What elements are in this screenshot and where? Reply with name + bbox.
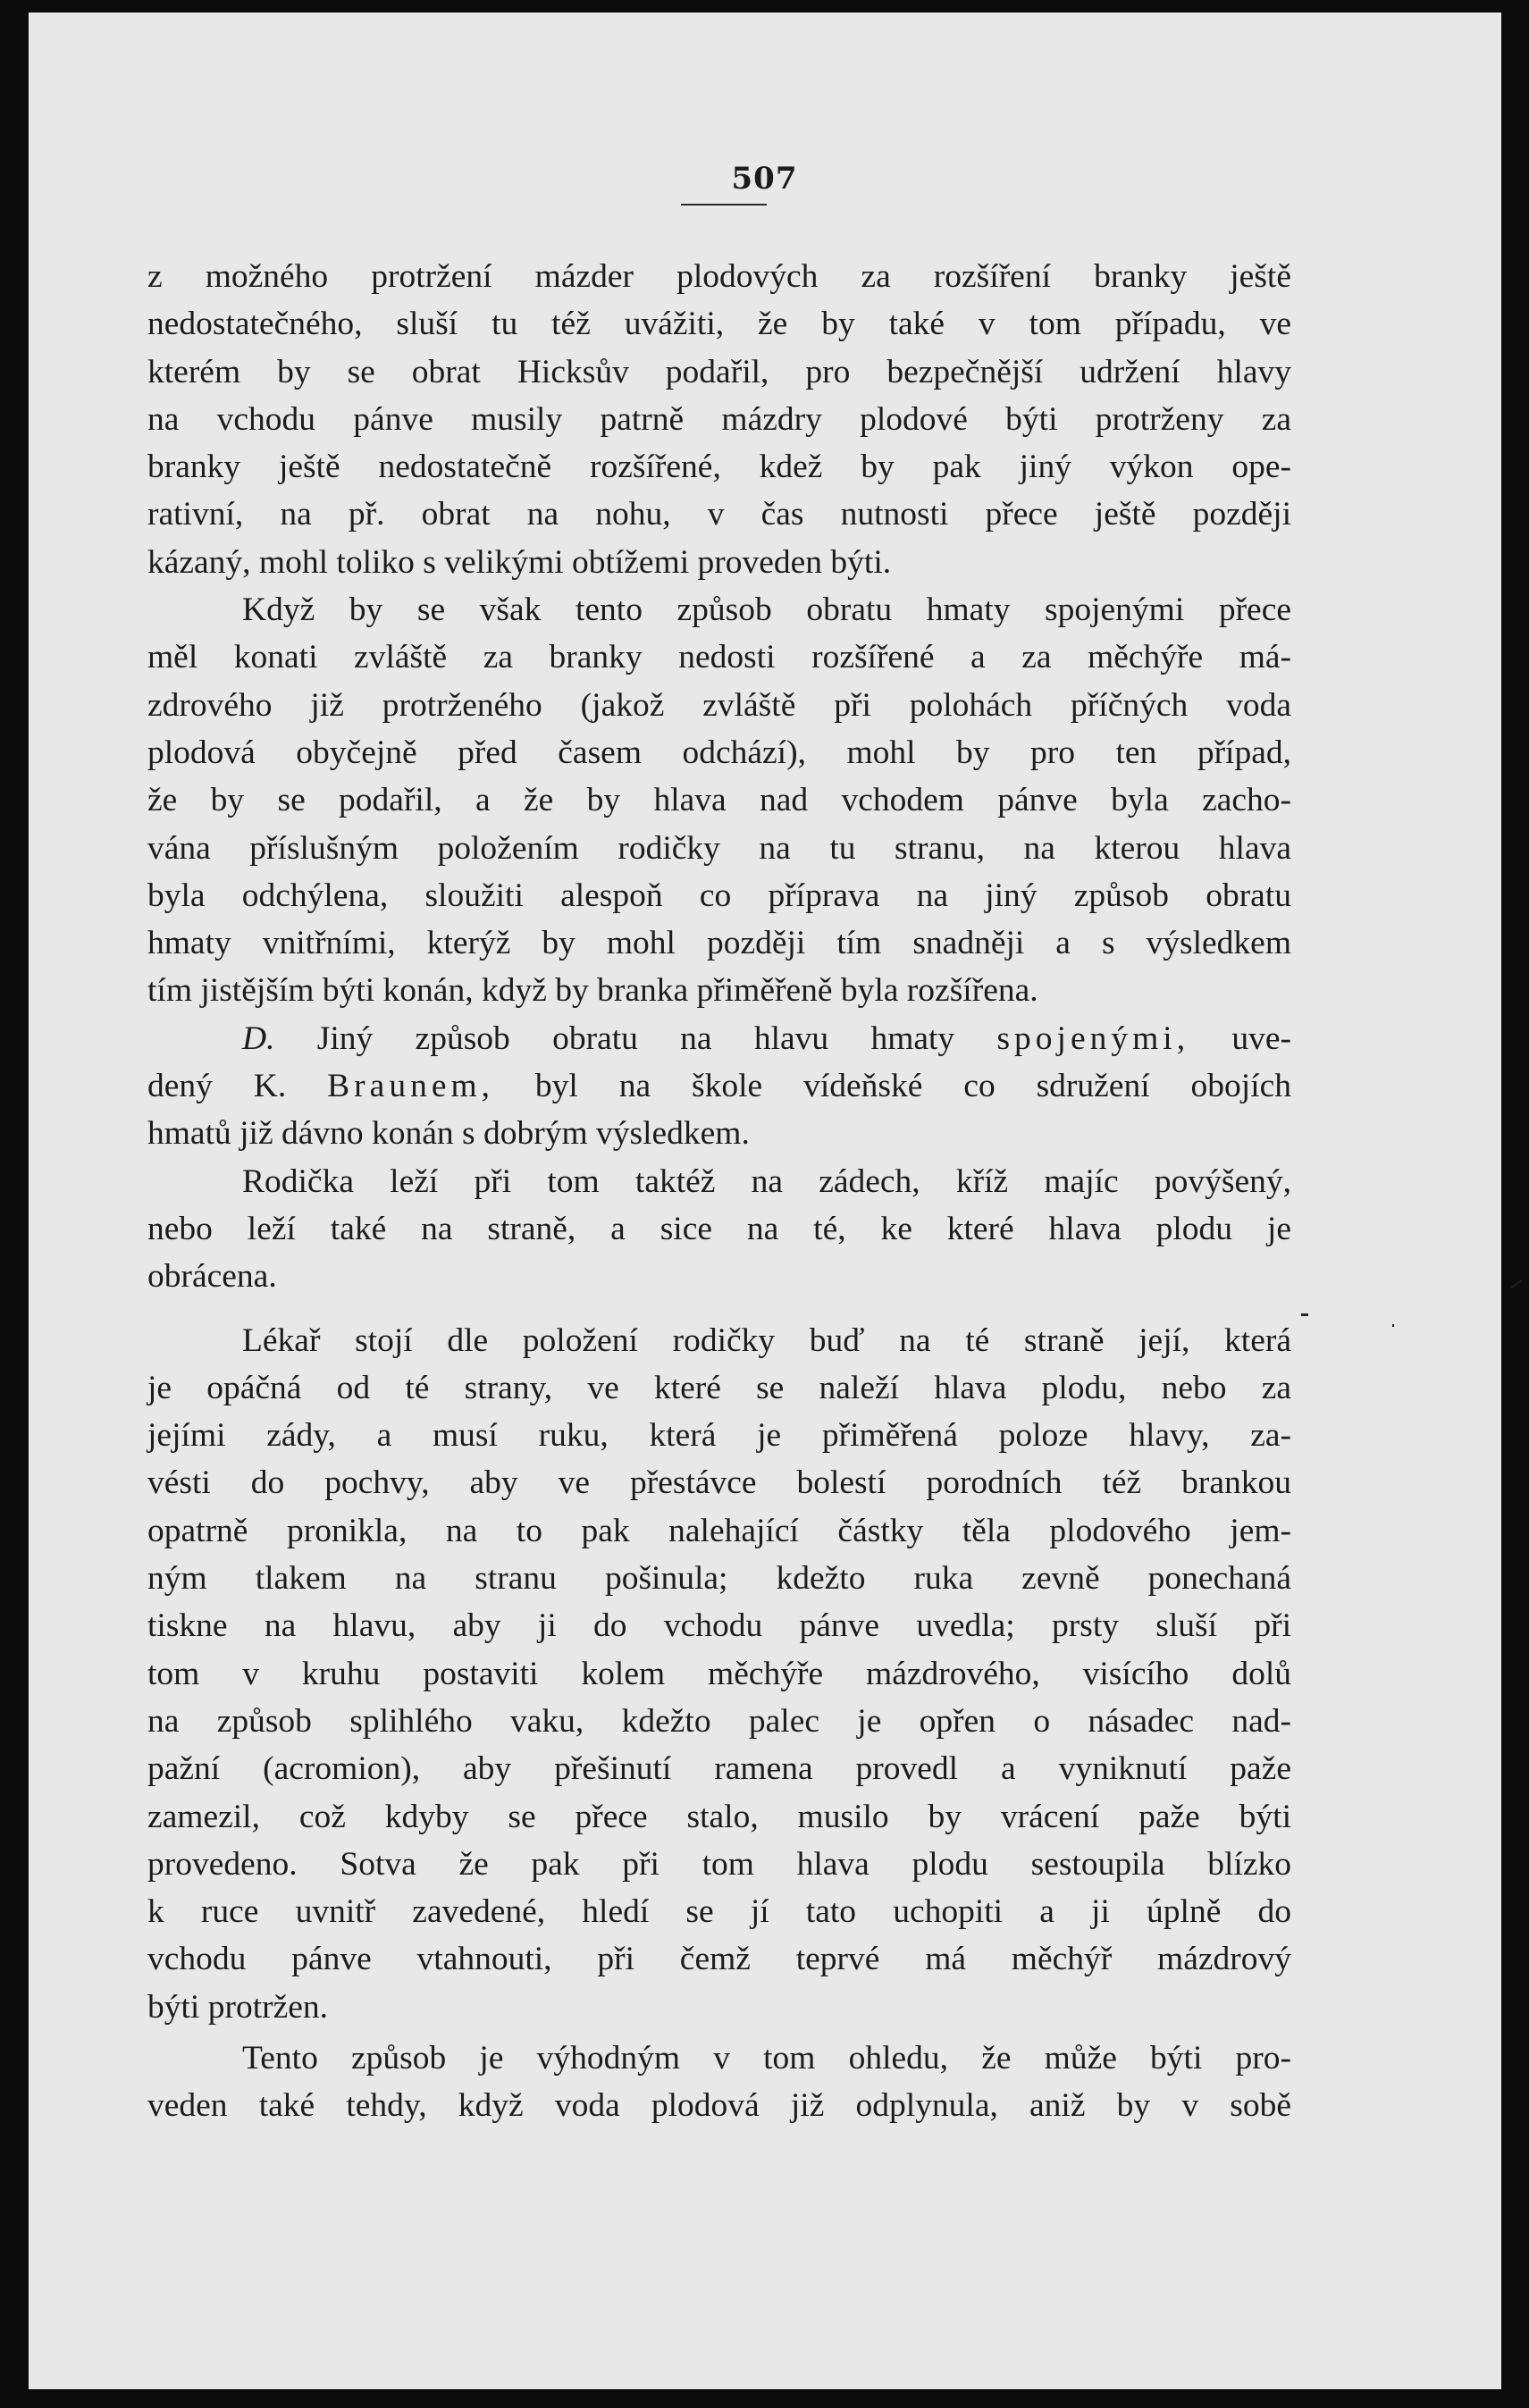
text-line: veden také tehdy, když voda plodová již odplynula, aniž by v sobě [147,2087,1291,2125]
text-line: Když by se však tento způsob obratu hmaty spojenými přece [242,592,1291,629]
paragraph-3 [147,1015,1291,1158]
scan-speck [1301,1313,1308,1316]
paragraph-2 [147,586,1291,1015]
section-letter: D. [242,1019,275,1057]
text-line: vána příslušným položením rodičky na tu stranu, na kterou hlava [147,829,1291,867]
text-line: zdrového již protrženého (jakož zvláště při polohách příčných voda [147,686,1291,724]
text-line: na způsob splihlého vaku, kdežto palec je opřen o násadec nad- [147,1702,1291,1740]
body-text [147,253,1291,2130]
text-line [147,1015,1291,1062]
text-line: plodová obyčejně před časem odchází), mohl by pro ten případ, [147,734,1291,771]
text-line: Lékař stojí dle položení rodičky buď na té straně její, která [242,1321,1291,1359]
text-line: jejími zády, a musí ruku, která je přiměřená poloze hlavy, za- [147,1417,1291,1455]
text-line: nebo leží také na straně, a sice na té, ke které hlava plodu je [147,1210,1291,1247]
text-line: opatrně pronikla, na to pak nalehající částky těla plodového jem- [147,1512,1291,1549]
text-line: rativní, na př. obrat na nohu, v čas nutnosti přece ještě později [147,496,1291,533]
paragraph-5 [147,1317,1291,2031]
text-line: z možného protržení mázder plodových za rozšíření branky ještě [147,258,1291,295]
paragraph-6 [147,2035,1291,2130]
text-line: kázaný, mohl toliko s velikými obtížemi proveden býti. [147,543,892,581]
text-line: tím jistějším býti konán, když by branka přiměřeně byla rozšířena. [147,972,1038,1010]
text-line: ným tlakem na stranu pošinula; kdežto ruka zevně ponechaná [147,1560,1291,1598]
text-line: branky ještě nedostatečně rozšířené, kdež by pak jiný výkon ope- [147,449,1291,486]
text-line: k ruce uvnitř zavedené, hledí se jí tato uchopiti a ji úplně do [147,1893,1291,1931]
text-line: vésti do pochvy, aby ve přestávce bolestí porodních též brankou [147,1464,1291,1502]
text-line: nedostatečného, sluší tu též uvážiti, že by také v tom případu, ve [147,306,1291,343]
text-line: býti protržen. [147,1988,329,2026]
text-span: uve- [1231,1019,1292,1057]
text-span: dený K. [147,1068,287,1105]
text-line [147,1062,1291,1110]
emphasis-spaced: spojenými, [996,1019,1190,1057]
text-line: kterém by se obrat Hicksův podařil, pro bezpečnější udržení hlavy [147,353,1291,390]
text-line: obrácena. [147,1258,277,1296]
text-line: provedeno. Sotva že pak při tom hlava plodu sestoupila blízko [147,1845,1291,1883]
text-line: že by se podařil, a že by hlava nad vchodem pánve byla zacho- [147,782,1291,819]
text-line: Tento způsob je výhodným v tom ohledu, že může býti pro- [242,2039,1291,2077]
paragraph-1 [147,253,1291,586]
text-line: hmaty vnitřními, kterýž by mohl později tím snadněji a s výsledkem [147,925,1291,962]
scan-speck [1392,1324,1394,1327]
page-number: 507 [731,161,798,197]
text-span: byl na škole vídeňské co sdružení obojích [534,1068,1292,1105]
text-line: vchodu pánve vtahnouti, při čemž teprvé má měchýř mázdrový [147,1941,1291,1978]
paragraph-4 [147,1158,1291,1301]
text-span: Jiný způsob obratu na hlavu hmaty [316,1019,955,1057]
text-line: je opáčná od té strany, ve které se naleží hlava plodu, nebo za [147,1369,1291,1406]
text-line: tiskne na hlavu, aby ji do vchodu pánve uvedla; prsty sluší při [147,1607,1291,1645]
text-line: byla odchýlena, sloužiti alespoň co příprava na jiný způsob obratu [147,877,1291,914]
text-line: zamezil, což kdyby se přece stalo, musilo by vrácení paže býti [147,1798,1291,1835]
text-line: hmatů již dávno konán s dobrým výsledkem. [147,1115,750,1153]
text-line: tom v kruhu postaviti kolem měchýře mázdrového, visícího dolů [147,1655,1291,1692]
text-line: pažní (acromion), aby přešinutí ramena provedl a vyniknutí paže [147,1750,1291,1788]
emphasis-spaced: Braunem, [327,1068,495,1105]
text-line: Rodička leží při tom taktéž na zádech, kříž majíc povýšený, [242,1162,1291,1200]
text-line: na vchodu pánve musily patrně mázdry plodové býti protrženy za [147,400,1291,438]
text-line: měl konati zvláště za branky nedosti rozšířené a za měchýře má- [147,639,1291,676]
scan-speck [1511,1280,1523,1288]
page-number-underline [681,204,767,206]
